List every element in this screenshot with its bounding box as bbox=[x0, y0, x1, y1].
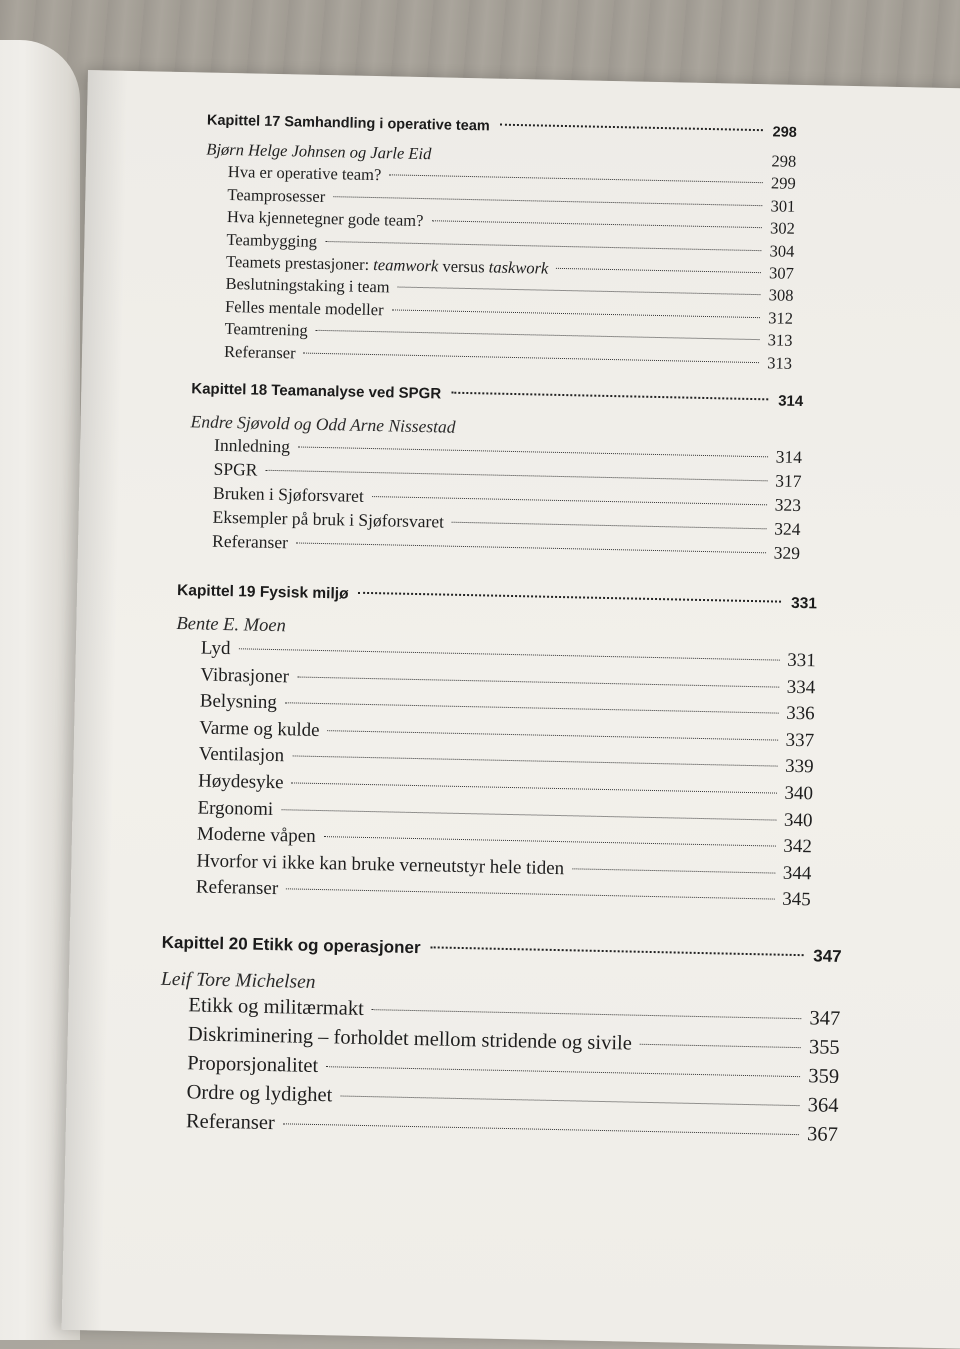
toc-entry: Teamets prestasjoner: teamwork versus taskwork 307 bbox=[225, 251, 795, 283]
toc-entry: Diskriminering – forholdet mellom stridende og sivile 355 bbox=[187, 1023, 840, 1059]
leader-dots bbox=[500, 124, 763, 132]
leader-dots bbox=[296, 542, 766, 553]
chapter-title: Kapittel 19 Fysisk miljø bbox=[176, 581, 349, 603]
toc-entry: Hva er operative team? 299 bbox=[227, 162, 796, 194]
leader-dots bbox=[283, 1123, 799, 1135]
toc-entry: Vibrasjoner 334 bbox=[200, 664, 816, 698]
entry-page-number: 298 bbox=[771, 151, 797, 171]
leader-dots bbox=[431, 220, 762, 228]
entry-list bbox=[224, 161, 796, 375]
leader-dots bbox=[328, 730, 778, 740]
leader-dots bbox=[304, 352, 760, 363]
leader-dots bbox=[359, 592, 782, 603]
leader-dots bbox=[640, 1044, 801, 1048]
leader-dots bbox=[572, 868, 775, 873]
toc-entry: Ordre og lydighet 364 bbox=[186, 1081, 839, 1117]
toc-entry: SPGR 317 bbox=[213, 458, 802, 492]
chapter-page-number: 314 bbox=[778, 392, 804, 411]
toc-entry: Teamtrening 313 bbox=[224, 319, 793, 351]
leader-dots bbox=[372, 496, 767, 505]
chapter-authors: Endre Sjøvold og Odd Arne Nissestad bbox=[190, 411, 456, 437]
chapter-17 bbox=[202, 113, 797, 375]
chapter-page-number: 347 bbox=[813, 946, 842, 966]
toc-entry: Etikk og militærmakt 347 bbox=[188, 994, 841, 1030]
toc-entry: Proporsjonalitet 359 bbox=[186, 1052, 840, 1088]
leader-dots bbox=[389, 175, 763, 184]
toc-entry: Hva kjennetegner gode team? 302 bbox=[226, 207, 796, 239]
leader-dots bbox=[431, 946, 804, 956]
leader-dots bbox=[392, 309, 761, 318]
chapter-heading bbox=[191, 380, 803, 410]
leader-dots bbox=[333, 196, 762, 206]
toc-entry: Referanser 329 bbox=[211, 530, 801, 564]
chapter-title: Kapittel 20 Etikk og operasjoner bbox=[161, 932, 421, 958]
chapter-19 bbox=[171, 582, 818, 914]
chapter-title: Kapittel 18 Teamanalyse ved SPGR bbox=[191, 380, 442, 403]
leader-dots bbox=[340, 1096, 799, 1107]
leader-dots bbox=[286, 889, 774, 900]
leader-dots bbox=[297, 676, 779, 687]
toc-entry: Eksempler på bruk i Sjøforsvaret 324 bbox=[212, 506, 801, 540]
leader-dots bbox=[298, 446, 768, 457]
leader-dots bbox=[238, 648, 779, 660]
chapter-page-number: 298 bbox=[772, 124, 798, 141]
toc-entry: Referanser 313 bbox=[223, 341, 793, 373]
leader-dots bbox=[325, 241, 762, 251]
toc-entry: Varme og kulde 337 bbox=[199, 717, 815, 752]
toc-entry: Teamprosesser 301 bbox=[227, 184, 796, 216]
toc-entry: Moderne våpen 342 bbox=[196, 823, 813, 858]
toc-entry: Ventilasjon 339 bbox=[198, 743, 814, 778]
leader-dots bbox=[281, 809, 776, 820]
toc-entry: Referanser 367 bbox=[185, 1110, 839, 1146]
leader-dots bbox=[326, 1066, 800, 1077]
book-page bbox=[62, 70, 960, 1349]
chapter-page-number: 331 bbox=[790, 594, 818, 613]
entry-list bbox=[196, 635, 816, 914]
leader-dots bbox=[265, 470, 767, 482]
toc-entry: Teambygging 304 bbox=[226, 229, 795, 261]
leader-dots bbox=[452, 522, 766, 530]
toc-entry: Bruken i Sjøforsvaret 323 bbox=[212, 482, 802, 516]
chapter-20 bbox=[158, 933, 842, 1150]
entry-list bbox=[212, 433, 802, 565]
chapter-authors: Bjørn Helge Johnsen og Jarle Eid 298 bbox=[206, 138, 796, 173]
toc-entry: Belysning 336 bbox=[199, 690, 815, 725]
leader-dots bbox=[324, 836, 776, 846]
toc-entry: Referanser 345 bbox=[195, 876, 811, 911]
chapter-heading bbox=[162, 933, 842, 967]
toc-entry: Ergonomi 340 bbox=[197, 797, 813, 831]
leader-dots bbox=[451, 392, 768, 401]
entry-list bbox=[186, 991, 841, 1150]
leader-dots bbox=[285, 702, 778, 713]
toc-entry: Innledning 314 bbox=[213, 434, 803, 468]
leader-dots bbox=[372, 1009, 802, 1019]
chapter-18 bbox=[188, 380, 803, 565]
leader-dots bbox=[556, 268, 761, 273]
leader-dots bbox=[398, 287, 761, 296]
chapter-heading bbox=[207, 113, 797, 141]
chapter-heading bbox=[177, 582, 817, 613]
chapter-authors: Bente E. Moen bbox=[176, 613, 287, 637]
entry-title-rich: Teamets prestasjoner: teamwork versus taskwork bbox=[225, 251, 549, 278]
leader-dots bbox=[316, 330, 760, 340]
chapter-authors: Leif Tore Michelsen bbox=[160, 968, 316, 993]
toc-entry: Beslutningstaking i team 308 bbox=[225, 274, 794, 306]
leader-dots bbox=[292, 756, 777, 767]
toc-entry: Hvorfor vi ikke kan bruke verneutstyr hele tiden 344 bbox=[196, 850, 812, 885]
leader-dots bbox=[292, 782, 777, 793]
chapter-title: Kapittel 17 Samhandling i operative team bbox=[206, 112, 490, 135]
toc-entry: Felles mentale modeller 312 bbox=[224, 296, 794, 328]
toc-entry: Høydesyke 340 bbox=[197, 770, 814, 805]
toc-entry: Lyd 331 bbox=[200, 637, 817, 672]
